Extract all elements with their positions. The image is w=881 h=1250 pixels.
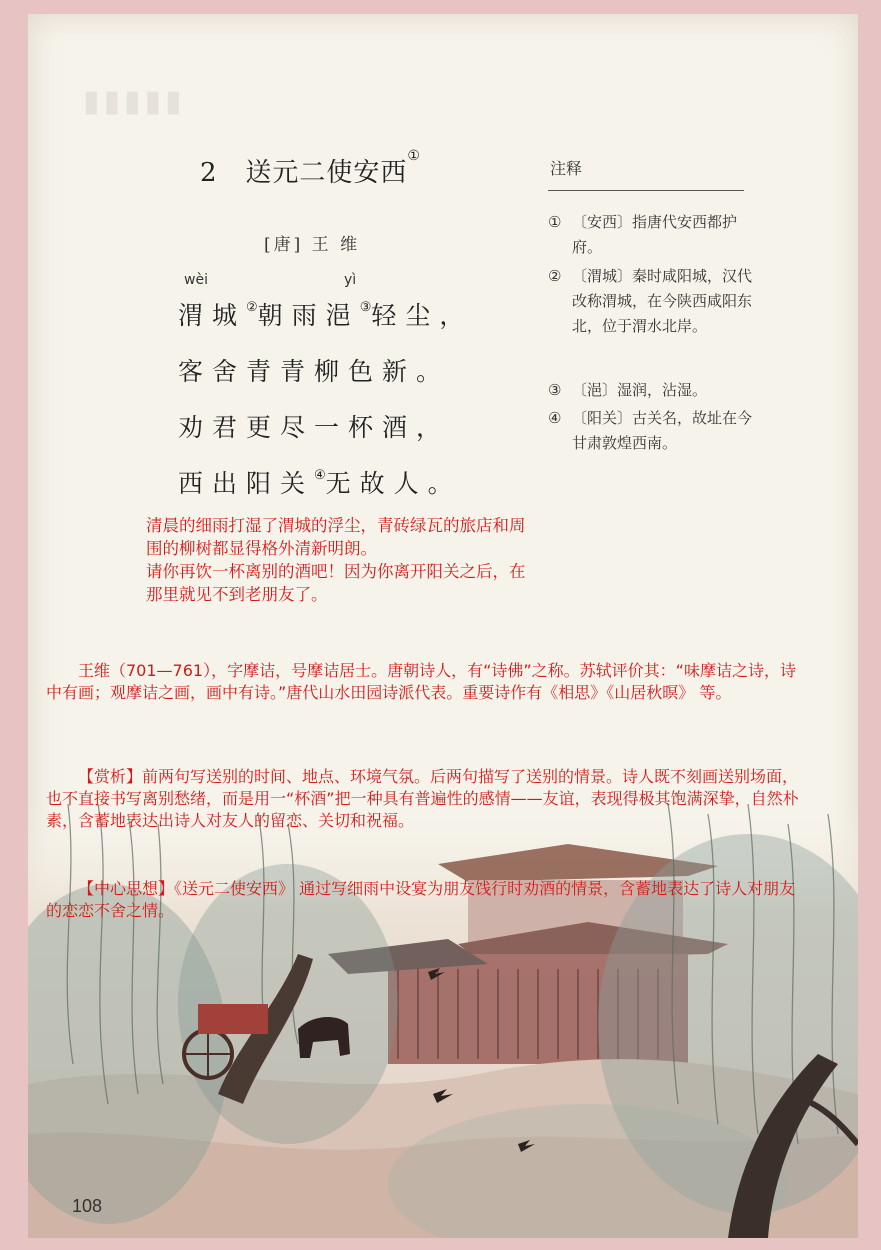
translation-line-4: 那里就见不到老朋友了。 [146,585,328,604]
translation-line-3: 请你再饮一杯离别的酒吧！因为你离开阳关之后，在 [146,562,526,581]
note-item [548,264,758,339]
translation-line-1: 清晨的细雨打湿了渭城的浮尘，青砖绿瓦的旅店和周 [146,516,526,535]
notes-heading: 注释 [550,159,583,178]
translation-line-2: 围的柳树都显得格外清新明朗。 [146,539,377,558]
notes-divider [548,190,744,191]
note-text: 〔渭城〕秦时咸阳城，汉代改称渭城，在今陕西咸阳东北，位于渭水北岸。 [572,267,753,335]
poem-text: 无故人。 [325,469,462,498]
bleed-through-heading: ▮▮▮▮▮ [83,84,186,119]
appreciation: 【赏析】前两句写送别的时间、地点、环境气氛。后两句描写了送别的情景。诗人既不刻画送别场面，也不直接书写离别愁绪，而是用一“杯酒”把一种具有普遍性的感情——友谊，表现得极其饱满深挚，自然朴素，含蓄地表达出诗人对友人的留恋、关切和祝福。 [46,767,799,830]
footnote-marker: ④ [314,467,326,483]
note-text: 〔安西〕指唐代安西都护府。 [572,213,738,256]
footnote-marker: ② [246,299,258,315]
poem-line-4 [178,464,462,500]
poem-text: 渭城 [178,301,247,330]
note-number: ④ [548,409,562,427]
pinyin-wei: wèi [184,272,208,288]
poem-author: [唐] 王 维 [264,235,361,255]
poem-title [200,148,421,189]
footnote-marker: ① [407,148,421,164]
note-number: ① [548,213,562,231]
note-text: 〔浥〕湿润，沾湿。 [572,381,708,399]
pinyin-yi: yì [344,272,357,288]
note-item [548,378,758,403]
textbook-page [28,14,858,1238]
author-bio: 王维（701—761），字摩诘，号摩诘居士。唐朝诗人，有“诗佛”之称。苏轼评价其：“味摩诘之诗，诗中有画；观摩诘之画，画中有诗。”唐代山水田园诗派代表。重要诗作有《相思》《山居秋暝》 等。 [46,661,796,702]
page-number: 108 [72,1196,103,1216]
central-idea: 【中心思想】《送元二使安西》 通过写细雨中设宴为朋友饯行时劝酒的情景，含蓄地表达了诗人对朋友的恋恋不舍之情。 [46,879,796,920]
note-number: ③ [548,381,562,399]
note-item [548,210,758,260]
note-number: ② [548,267,562,285]
poem-line-1 [178,296,473,332]
poem-line-2: 客舍青青柳色新。 [178,357,451,386]
footnote-marker: ③ [359,299,372,315]
poem-line-3: 劝君更尽一杯酒， [178,413,451,442]
lesson-number: 2 [200,158,218,188]
note-text: 〔阳关〕古关名，故址在今甘肃敦煌西南。 [572,409,753,452]
poem-text: 朝雨浥 [257,301,360,330]
poem-text: 轻尘， [371,301,474,330]
landscape-painting [28,804,858,1238]
note-item [548,406,758,456]
poem-title-text: 送元二使安西 [245,158,408,188]
poem-text: 西出阳关 [178,469,315,498]
